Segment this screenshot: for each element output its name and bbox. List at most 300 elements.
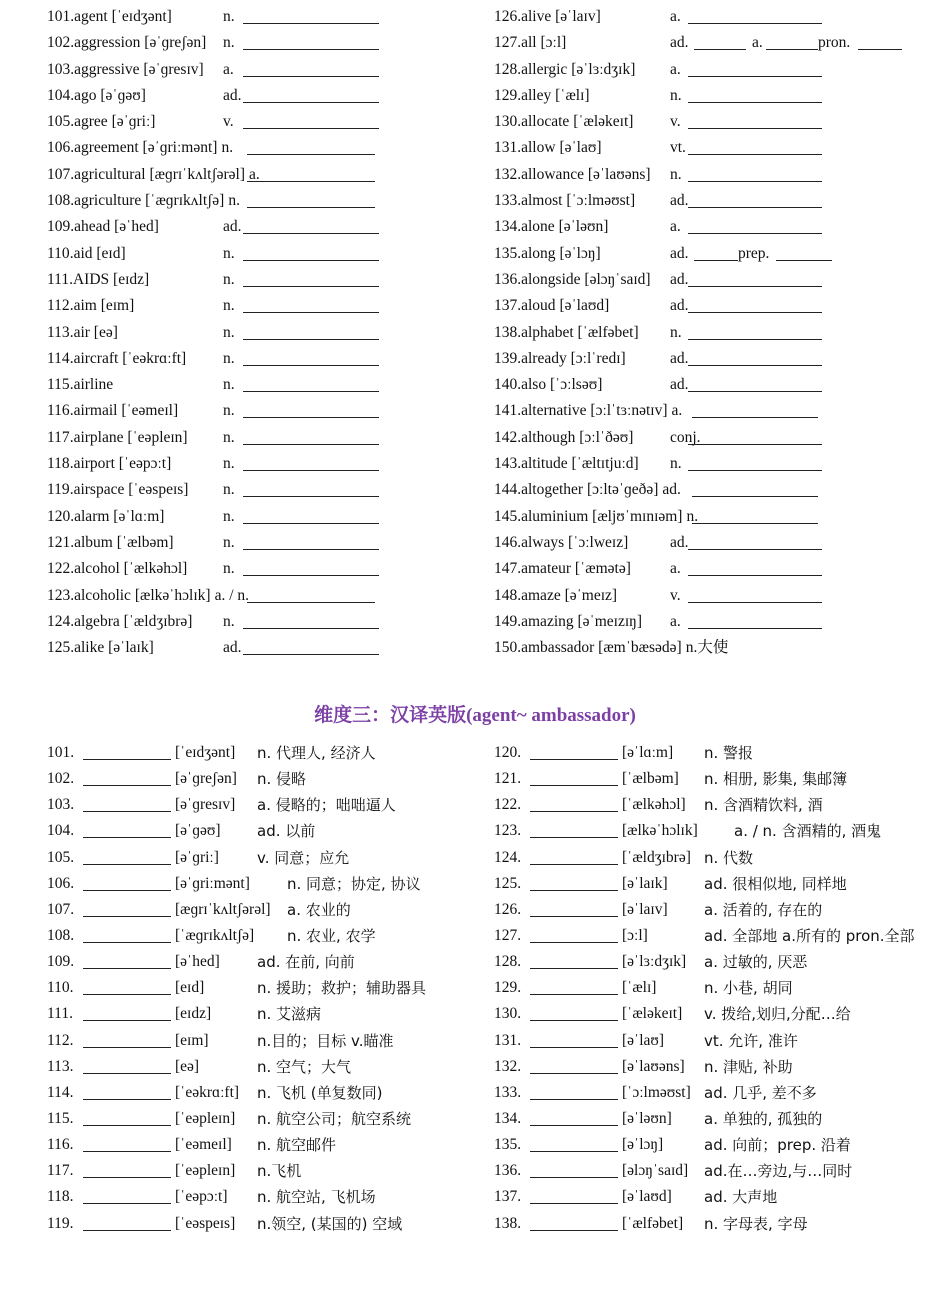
answer-blank[interactable] xyxy=(688,233,822,234)
translation-row xyxy=(494,949,914,975)
part-of-speech: n. xyxy=(223,270,235,288)
item-number: 132. xyxy=(494,1057,522,1075)
vocab-row xyxy=(47,609,397,635)
vocab-row xyxy=(47,162,397,188)
answer-blank[interactable] xyxy=(530,1020,618,1021)
answer-blank[interactable] xyxy=(243,391,379,392)
answer-blank[interactable] xyxy=(688,339,822,340)
chinese-meaning: ad. 很相似地, 同样地 xyxy=(704,874,847,893)
answer-blank[interactable] xyxy=(83,811,171,812)
translation-row xyxy=(47,949,467,975)
vocab-row xyxy=(494,83,914,109)
item-number: 131 xyxy=(494,139,518,157)
english-word: alcohol xyxy=(74,560,120,578)
answer-blank[interactable] xyxy=(243,444,379,445)
item-number: 104. xyxy=(47,822,75,840)
chinese-meaning: n.领空, (某国的) 空域 xyxy=(257,1214,403,1233)
answer-blank[interactable] xyxy=(694,49,746,50)
english-word: agreement xyxy=(74,139,139,157)
answer-blank[interactable] xyxy=(83,1020,171,1021)
translation-row xyxy=(494,792,914,818)
answer-blank[interactable] xyxy=(766,49,818,50)
answer-blank[interactable] xyxy=(243,49,379,50)
item-number: 113. xyxy=(47,1057,74,1075)
phonetic: [eə] xyxy=(93,323,118,341)
chinese-meaning: ad. 在前, 向前 xyxy=(257,953,355,972)
answer-blank[interactable] xyxy=(243,312,379,313)
part-of-speech: n. xyxy=(670,165,682,183)
phonetic: [ˈɔːlsəʊ] xyxy=(549,376,603,394)
item-number: 136 xyxy=(494,270,518,288)
item-number: 111. xyxy=(47,1005,73,1023)
answer-blank[interactable] xyxy=(83,864,171,865)
phonetic: [əˈhed] xyxy=(175,953,220,971)
item-number: 148 xyxy=(494,586,518,604)
part-of-speech: a. xyxy=(223,60,234,78)
answer-blank[interactable] xyxy=(243,233,379,234)
answer-blank[interactable] xyxy=(247,181,375,182)
answer-blank[interactable] xyxy=(83,1099,171,1100)
english-word: alcoholic xyxy=(74,586,131,604)
answer-blank[interactable] xyxy=(243,654,379,655)
phonetic: [ɔːl] xyxy=(622,926,648,944)
part-of-speech: ad. xyxy=(223,639,242,657)
phonetic: [əˈɡreʃən] xyxy=(175,770,237,788)
vocab-row xyxy=(494,635,914,661)
item-number: 147 xyxy=(494,560,518,578)
answer-blank[interactable] xyxy=(243,523,379,524)
english-word: altitude xyxy=(521,455,568,473)
chinese-meaning: ad. 大声地 xyxy=(704,1188,778,1207)
answer-blank[interactable] xyxy=(688,365,822,366)
answer-blank[interactable] xyxy=(83,916,171,917)
phonetic: [ælkəˈhɔlɪk] xyxy=(134,586,211,604)
chinese-meaning: a. 活着的, 存在的 xyxy=(704,900,823,919)
part-of-speech: ad. xyxy=(670,533,689,551)
phonetic: [əˈɡəʊ] xyxy=(175,822,221,840)
english-word: ahead xyxy=(74,218,111,236)
phonetic: [ˈeəpleɪn] xyxy=(175,1162,236,1180)
chinese-meaning: n. 飞机 (单复数同) xyxy=(257,1083,383,1102)
phonetic: [ˈælfəbet] xyxy=(622,1214,684,1232)
chinese-meaning: ad. 向前；prep. 沿着 xyxy=(704,1136,851,1155)
phonetic: [əˈlaʊd] xyxy=(559,297,610,315)
english-word: aggression xyxy=(74,34,141,52)
section-title: 维度三：汉译英版(agent~ ambassador) xyxy=(314,705,636,726)
answer-blank[interactable] xyxy=(688,76,822,77)
word-entry: 136.alongside [əlɔŋˈsaɪd] xyxy=(494,270,651,288)
phonetic: [eɪd] xyxy=(175,979,205,997)
phonetic: [əˈɡriːmənt] xyxy=(175,874,250,892)
answer-blank[interactable] xyxy=(83,1073,171,1074)
phonetic: [eɪd] xyxy=(96,244,126,262)
phonetic: [ˈɔːlweɪz] xyxy=(568,533,629,551)
answer-blank[interactable] xyxy=(83,1230,171,1231)
answer-blank[interactable] xyxy=(688,128,822,129)
chinese-meaning: n. 侵略 xyxy=(257,770,307,789)
part-of-speech: n. xyxy=(223,533,235,551)
answer-blank[interactable] xyxy=(83,837,171,838)
item-number: 124 xyxy=(47,612,71,630)
answer-blank[interactable] xyxy=(83,1177,171,1178)
phonetic: [əˈɡriːmənt] xyxy=(142,139,218,157)
part-of-speech: n. xyxy=(670,86,682,104)
translation-row xyxy=(494,1028,914,1054)
part-of-speech: conj. xyxy=(670,428,701,446)
answer-blank[interactable] xyxy=(83,785,171,786)
phonetic: [eɪm] xyxy=(100,297,135,315)
word-entry: 113.air [eə] xyxy=(47,323,118,341)
vocab-row xyxy=(47,109,397,135)
english-word: almost xyxy=(521,192,563,210)
item-number: 108 xyxy=(47,192,71,210)
answer-blank[interactable] xyxy=(530,864,618,865)
part-of-speech: a. xyxy=(249,165,260,183)
answer-blank[interactable] xyxy=(530,1203,618,1204)
item-number: 119. xyxy=(47,1214,74,1232)
part-of-speech: n. xyxy=(223,507,235,525)
answer-blank[interactable] xyxy=(83,1047,171,1048)
english-word: alarm xyxy=(74,507,110,525)
item-number: 134 xyxy=(494,218,518,236)
phonetic: [ˈæləkeɪt] xyxy=(573,113,634,131)
word-entry: 144.altogether [ɔːltəˈɡeðə] ad. xyxy=(494,481,681,499)
phonetic: [ɔːlˈtɜːnətɪv] xyxy=(590,402,668,420)
vocab-row xyxy=(494,477,914,503)
item-number: 126. xyxy=(494,900,522,918)
part-of-speech: ad. xyxy=(670,376,689,394)
part-of-speech: n. xyxy=(223,560,235,578)
part-of-speech: a. xyxy=(670,218,681,236)
phonetic: [ˈælfəbet] xyxy=(577,323,639,341)
answer-blank[interactable] xyxy=(692,523,818,524)
item-number: 106. xyxy=(47,874,75,892)
item-number: 118 xyxy=(47,455,70,473)
answer-blank[interactable] xyxy=(83,1203,171,1204)
english-word: ambassador xyxy=(521,639,595,657)
answer-blank[interactable] xyxy=(530,837,618,838)
english-word: allocate xyxy=(521,113,570,131)
answer-blank[interactable] xyxy=(688,181,822,182)
vocab-row xyxy=(47,398,397,424)
vocab-row xyxy=(47,4,397,30)
answer-blank[interactable] xyxy=(530,1177,618,1178)
answer-blank[interactable] xyxy=(688,470,822,471)
answer-blank[interactable] xyxy=(243,76,379,77)
english-word: agent xyxy=(74,8,108,25)
answer-blank[interactable] xyxy=(83,759,171,760)
vocab-row xyxy=(494,451,914,477)
answer-blank[interactable] xyxy=(530,811,618,812)
english-word: airspace xyxy=(73,481,125,499)
answer-blank[interactable] xyxy=(530,1125,618,1126)
answer-blank[interactable] xyxy=(688,444,822,445)
answer-blank[interactable] xyxy=(530,1047,618,1048)
vocab-row xyxy=(494,241,914,267)
translation-row xyxy=(47,818,467,844)
english-word: alive xyxy=(521,8,552,25)
chinese-meaning: a. 过敏的, 厌恶 xyxy=(704,953,808,972)
phonetic: [ˈældʒɪbrə] xyxy=(622,848,691,866)
answer-blank[interactable] xyxy=(688,312,822,313)
item-number: 107 xyxy=(47,165,71,183)
answer-blank[interactable] xyxy=(83,1151,171,1152)
answer-blank[interactable] xyxy=(247,154,375,155)
answer-blank[interactable] xyxy=(688,602,822,603)
item-number: 122. xyxy=(494,796,522,814)
english-word: airplane xyxy=(73,428,124,446)
chinese-meaning: ad. 以前 xyxy=(257,822,316,841)
answer-blank[interactable] xyxy=(688,207,822,208)
chinese-meaning: n. 空气；大气 xyxy=(257,1057,352,1076)
item-number: 121 xyxy=(47,533,71,551)
answer-blank[interactable] xyxy=(243,339,379,340)
answer-blank[interactable] xyxy=(530,1073,618,1074)
english-word: aircraft xyxy=(73,349,119,367)
item-number: 108. xyxy=(47,926,75,944)
word-entry: 112.aim [eɪm] xyxy=(47,297,135,315)
answer-blank[interactable] xyxy=(83,1125,171,1126)
answer-blank[interactable] xyxy=(243,365,379,366)
word-entry: 106.agreement [əˈɡriːmənt] n. xyxy=(47,139,234,157)
answer-blank[interactable] xyxy=(776,260,832,261)
answer-blank[interactable] xyxy=(530,916,618,917)
vocab-row xyxy=(494,109,914,135)
answer-blank[interactable] xyxy=(530,1230,618,1231)
english-word: agree xyxy=(74,113,108,131)
vocab-row xyxy=(47,372,397,398)
translation-row xyxy=(494,845,914,871)
translation-row xyxy=(47,766,467,792)
part-of-speech: a. xyxy=(752,34,763,52)
phonetic: [ɔːltəˈɡeðə] xyxy=(586,481,659,499)
item-number: 150 xyxy=(494,639,518,657)
answer-blank[interactable] xyxy=(530,785,618,786)
item-number: 121. xyxy=(494,770,522,788)
item-number: 135. xyxy=(494,1136,522,1154)
answer-blank[interactable] xyxy=(243,23,379,24)
vocab-row xyxy=(47,635,397,661)
phonetic: [ˈeəpleɪn] xyxy=(175,1109,236,1127)
answer-blank[interactable] xyxy=(530,968,618,969)
english-word: aloud xyxy=(521,297,556,315)
item-number: 127. xyxy=(494,926,522,944)
part-of-speech: n. xyxy=(686,507,699,525)
answer-blank[interactable] xyxy=(247,207,375,208)
answer-blank[interactable] xyxy=(83,942,171,943)
answer-blank[interactable] xyxy=(243,549,379,550)
answer-blank[interactable] xyxy=(530,1099,618,1100)
vocab-row xyxy=(47,293,397,319)
vocab-row xyxy=(494,4,914,30)
vocab-row xyxy=(494,425,914,451)
english-word: aluminium xyxy=(521,507,589,525)
part-of-speech: n. xyxy=(223,8,235,25)
item-number: 146 xyxy=(494,533,518,551)
phonetic: [ɔːl] xyxy=(540,34,567,52)
phonetic: [æmˈbæsədə] xyxy=(598,639,682,657)
chinese-meaning: a. / n. 含酒精的, 酒鬼 xyxy=(734,822,882,841)
part-of-speech: n. xyxy=(223,323,235,341)
answer-blank[interactable] xyxy=(243,102,379,103)
word-entry: 129.alley [ˈælɪ] xyxy=(494,86,590,104)
answer-blank[interactable] xyxy=(688,23,822,24)
phonetic: [əˈlaʊd] xyxy=(622,1188,672,1206)
english-word: alone xyxy=(521,218,555,236)
item-number: 120. xyxy=(494,744,522,761)
item-number: 117. xyxy=(47,1162,74,1180)
phonetic: [əˈɡriː] xyxy=(175,848,219,866)
item-number: 104 xyxy=(47,86,71,104)
english-word: although xyxy=(521,428,576,446)
phonetic: [eə] xyxy=(175,1057,200,1075)
word-entry: 150.ambassador [æmˈbæsədə] n.大使 xyxy=(494,639,729,657)
vocab-row xyxy=(494,30,914,56)
word-entry: 117.airplane [ˈeəpleɪn] xyxy=(47,428,188,446)
word-entry: 132.allowance [əˈlaʊəns] xyxy=(494,165,651,183)
english-word: amaze xyxy=(521,586,561,604)
word-entry: 139.already [ɔːlˈredɪ] xyxy=(494,349,626,367)
part-of-speech: ad. xyxy=(223,218,242,236)
item-number: 122 xyxy=(47,560,71,578)
answer-blank[interactable] xyxy=(243,417,379,418)
vocab-row xyxy=(47,188,397,214)
phonetic: [əlɔŋˈsaɪd] xyxy=(584,270,651,288)
item-number: 115 xyxy=(47,376,70,394)
answer-blank[interactable] xyxy=(243,575,379,576)
phonetic: [ˈæmətə] xyxy=(574,560,631,578)
item-number: 130 xyxy=(494,113,518,131)
answer-blank[interactable] xyxy=(688,102,822,103)
answer-blank[interactable] xyxy=(858,49,902,50)
phonetic: [ˈeəkrɑːft] xyxy=(175,1083,240,1101)
answer-blank[interactable] xyxy=(243,628,379,629)
word-entry: 105.agree [əˈɡriː] xyxy=(47,113,156,131)
item-number: 134. xyxy=(494,1109,522,1127)
phonetic: [ˈeəspeɪs] xyxy=(128,481,189,499)
item-number: 137. xyxy=(494,1188,522,1206)
answer-blank[interactable] xyxy=(530,942,618,943)
item-number: 129. xyxy=(494,979,522,997)
answer-blank[interactable] xyxy=(692,496,818,497)
answer-blank[interactable] xyxy=(688,391,822,392)
translation-row xyxy=(47,1054,467,1080)
answer-blank[interactable] xyxy=(243,496,379,497)
answer-blank[interactable] xyxy=(243,286,379,287)
vocab-row xyxy=(47,57,397,83)
answer-blank[interactable] xyxy=(694,260,738,261)
answer-blank[interactable] xyxy=(83,968,171,969)
vocab-row xyxy=(47,425,397,451)
vocab-row xyxy=(47,83,397,109)
answer-blank[interactable] xyxy=(243,128,379,129)
phonetic: [əˈlaʊəns] xyxy=(622,1057,685,1075)
vocab-row xyxy=(494,504,914,530)
english-word: also xyxy=(521,376,547,394)
answer-blank[interactable] xyxy=(243,260,379,261)
part-of-speech: a. / n. xyxy=(214,586,250,604)
chinese-meaning: n. 字母表, 字母 xyxy=(704,1214,808,1233)
answer-blank[interactable] xyxy=(530,890,618,891)
english-word: amateur xyxy=(521,560,572,578)
part-of-speech: ad. xyxy=(670,244,689,262)
word-entry: 110.aid [eɪd] xyxy=(47,244,126,262)
answer-blank[interactable] xyxy=(247,602,375,603)
item-number: 103. xyxy=(47,796,75,814)
chinese-meaning: ad. 全部地 a.所有的 pron.全部 xyxy=(704,926,915,945)
part-of-speech: n. xyxy=(223,402,235,420)
english-word: agricultural xyxy=(74,165,146,183)
english-word: aggressive xyxy=(74,60,140,78)
translation-row xyxy=(47,740,467,766)
vocab-row xyxy=(47,556,397,582)
answer-blank[interactable] xyxy=(530,1151,618,1152)
phonetic: [ˈɔːlməʊst] xyxy=(622,1083,691,1101)
item-number: 117 xyxy=(47,428,70,446)
phonetic: [əˈlaɪk] xyxy=(108,639,154,657)
answer-blank[interactable] xyxy=(243,470,379,471)
vocab-row xyxy=(47,346,397,372)
word-entry: 147.amateur [ˈæmətə] xyxy=(494,560,631,578)
item-number: 119 xyxy=(47,481,70,499)
answer-blank[interactable] xyxy=(530,994,618,995)
word-entry: 133.almost [ˈɔːlməʊst] xyxy=(494,192,636,210)
chinese-meaning: v. 同意；应允 xyxy=(257,848,350,867)
english-word: algebra xyxy=(74,612,120,630)
answer-blank[interactable] xyxy=(530,759,618,760)
item-number: 138. xyxy=(494,1214,522,1232)
answer-blank[interactable] xyxy=(688,286,822,287)
part-of-speech: ad. xyxy=(670,349,689,367)
answer-blank[interactable] xyxy=(692,417,818,418)
phonetic: [ˈælɪ] xyxy=(555,86,590,104)
answer-blank[interactable] xyxy=(688,628,822,629)
vocab-row xyxy=(494,162,914,188)
answer-blank[interactable] xyxy=(83,890,171,891)
translation-row xyxy=(47,975,467,1001)
phonetic: [ˈæɡrɪkʌltʃə] xyxy=(175,926,255,944)
phonetic: [əˈmeɪzɪŋ] xyxy=(577,612,642,630)
word-entry: 148.amaze [əˈmeɪz] xyxy=(494,586,618,604)
answer-blank[interactable] xyxy=(688,549,822,550)
item-number: 101 xyxy=(47,8,71,25)
translation-row xyxy=(494,1106,914,1132)
answer-blank[interactable] xyxy=(688,575,822,576)
phonetic: [ˈeəspeɪs] xyxy=(175,1214,236,1232)
vocab-row xyxy=(47,241,397,267)
part-of-speech: ad. xyxy=(670,34,689,52)
english-word: amazing xyxy=(521,612,574,630)
item-number: 123. xyxy=(494,822,522,840)
answer-blank[interactable] xyxy=(83,994,171,995)
answer-blank[interactable] xyxy=(688,154,822,155)
phonetic: [eɪdz] xyxy=(113,270,150,288)
chinese-meaning: n.飞机 xyxy=(257,1162,302,1181)
vocab-row xyxy=(494,530,914,556)
part-of-speech: prep. xyxy=(738,244,770,262)
item-number: 112. xyxy=(47,1031,74,1049)
item-number: 143 xyxy=(494,455,518,473)
phonetic: [ˈeəkrɑːft] xyxy=(122,349,187,367)
item-number: 133. xyxy=(494,1083,522,1101)
translation-row xyxy=(47,923,467,949)
translation-row xyxy=(47,1132,467,1158)
word-entry: 128.allergic [əˈlɜːdʒɪk] xyxy=(494,60,636,78)
word-entry: 120.alarm [əˈlɑːm] xyxy=(47,507,165,525)
item-number: 110 xyxy=(47,244,70,262)
english-word: alternative xyxy=(521,402,587,420)
word-entry: 143.altitude [ˈæltɪtjuːd] xyxy=(494,455,639,473)
